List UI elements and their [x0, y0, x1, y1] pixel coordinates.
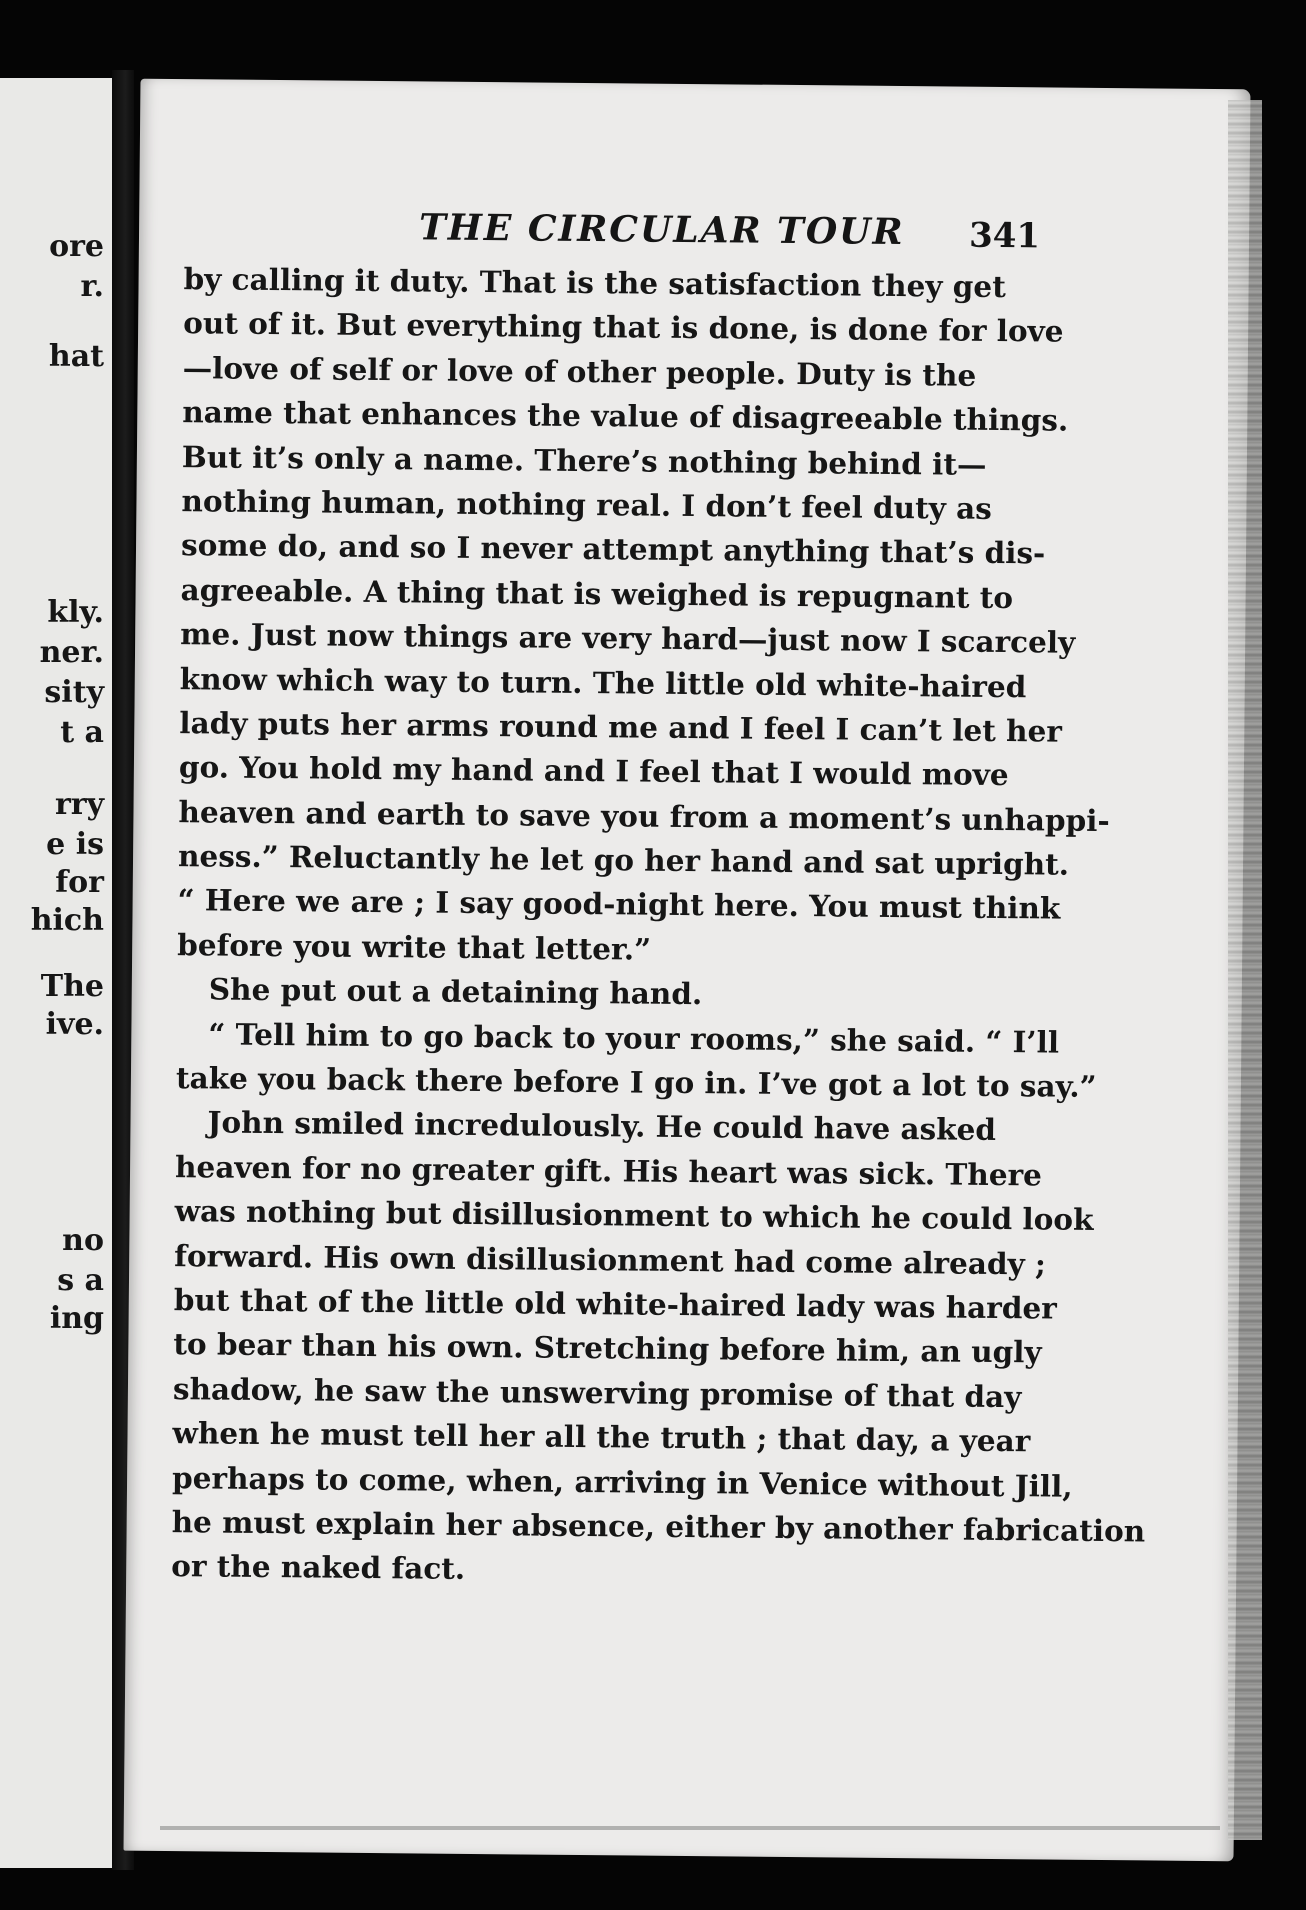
text-line: heaven and earth to save you from a moment’s unhappi- — [178, 793, 1110, 838]
text-line: know which way to turn. The little old white-haired — [179, 660, 1027, 704]
text-line: me. Just now things are very hard—just now I scarcely — [180, 616, 1076, 660]
text-line: name that enhances the value of disagreeable things. — [182, 394, 1069, 438]
text-line: ness.” Reluctantly he let go her hand and sat upright. — [177, 838, 1070, 882]
text-line: to bear than his own. Stretching before him, an ugly — [173, 1326, 1042, 1370]
text-line: shadow, he saw the unswerving promise of that day — [172, 1370, 1022, 1414]
text-line: John smiled incredulously. He could have asked — [207, 1104, 997, 1148]
facing-page-text-fragment: ive. — [45, 1007, 104, 1042]
facing-page-text-fragment: r. — [80, 269, 104, 304]
running-head — [139, 204, 1249, 265]
text-line: —love of self or love of other people. Duty is the — [182, 349, 977, 393]
text-line: out of it. But everything that is done, is done for love — [183, 305, 1064, 349]
text-line: take you back there before I go in. I’ve got a lot to say.” — [175, 1060, 1097, 1104]
text-line: “ Tell him to go back to your rooms,” she said. “ I’ll — [208, 1016, 1060, 1060]
text-line: nothing human, nothing real. I don’t feel duty as — [181, 483, 993, 526]
facing-page-text-fragment: no — [62, 1223, 104, 1258]
facing-page-text-fragment: for — [55, 865, 104, 900]
facing-page-text-fragment: hat — [48, 339, 104, 374]
facing-page-text-fragment: The — [40, 969, 104, 1004]
facing-page-text-fragment: sity — [44, 675, 104, 710]
text-line: “ Here we are ; I say good-night here. You must think — [177, 882, 1061, 927]
page-number: 341 — [968, 215, 1041, 257]
text-line: was nothing but disillusionment to which he could look — [174, 1193, 1094, 1238]
facing-page-fragment — [0, 78, 112, 1868]
text-line: some do, and so I never attempt anything that’s dis- — [180, 527, 1046, 571]
facing-page-text-fragment: ore — [49, 229, 104, 264]
facing-page-text-fragment: rry — [54, 787, 104, 822]
text-line: by calling it duty. That is the satisfaction they get — [183, 261, 1006, 305]
text-line: but that of the little old white-haired lady was harder — [173, 1282, 1057, 1326]
facing-page-text-fragment: e is — [46, 827, 104, 862]
text-line: lady puts her arms round me and I feel I can’t let her — [179, 705, 1063, 749]
facing-page-text-fragment: hich — [30, 903, 104, 938]
text-line: heaven for no greater gift. His heart was sick. There — [174, 1148, 1043, 1193]
text-line: or the naked fact. — [171, 1548, 466, 1587]
running-title: THE CIRCULAR TOUR — [418, 206, 905, 254]
text-line: he must explain her absence, either by another fabrication — [171, 1504, 1146, 1549]
facing-page-text-fragment: kly. — [47, 595, 104, 630]
text-line: when he must tell her all the truth ; that day, a year — [172, 1415, 1031, 1459]
text-line: But it’s only a name. There’s nothing behind it— — [181, 438, 987, 482]
text-line: go. You hold my hand and I feel that I would move — [178, 749, 1009, 793]
book-page — [124, 79, 1251, 1862]
facing-page-text-fragment: ner. — [39, 635, 104, 670]
page-bottom-edge — [160, 1826, 1220, 1830]
text-line: forward. His own disillusionment had come already ; — [174, 1237, 1047, 1282]
page-body-text — [171, 257, 1146, 1595]
text-line: perhaps to come, when, arriving in Venice without Jill, — [171, 1459, 1073, 1504]
facing-page-text-fragment: ing — [49, 1301, 104, 1336]
page-edge — [1228, 100, 1262, 1840]
text-line: She put out a detaining hand. — [208, 971, 703, 1012]
text-line: agreeable. A thing that is weighed is repugnant to — [180, 571, 1014, 615]
facing-page-text-fragment: t a — [60, 715, 104, 750]
facing-page-text-fragment: s a — [57, 1263, 104, 1298]
text-line: before you write that letter.” — [177, 926, 652, 967]
